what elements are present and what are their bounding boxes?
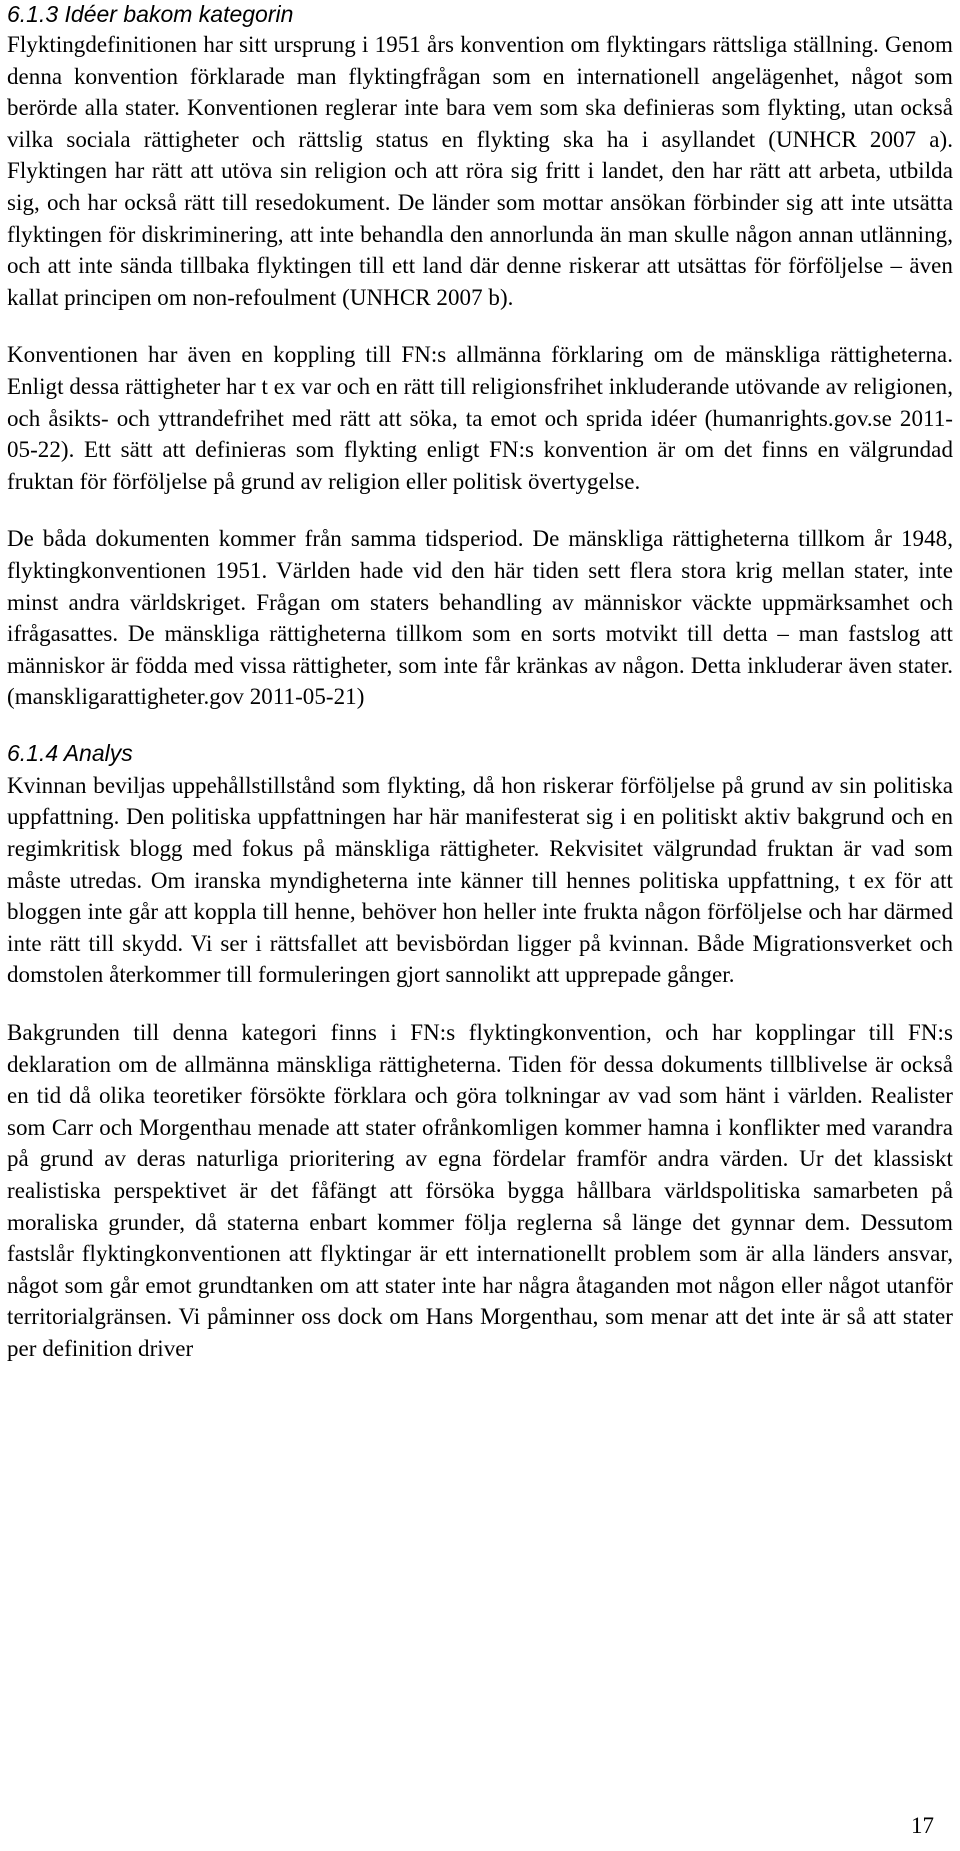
- document-page: [7, 0, 953, 1365]
- page-number: 17: [911, 1813, 934, 1838]
- section-heading-ideer: 6.1.3 Idéer bakom kategorin: [7, 1, 294, 27]
- paragraph-flyktingdefinitionen: Flyktingdefinitionen har sitt ursprung i 1951 års konvention om flyktingars rättsliga ställning. Genom denna konvention förklarade man flyktingfrågan som en internationell angelägenhet, något som berörde alla stater. Konventionen reglerar inte bara vem som ska definieras som flykting, utan också vilka sociala rättigheter och rättslig status en flykting ska ha i asyllandet (UNHCR 2007 a). Flyktingen har rätt att utöva sin religion och att röra sig fritt i landet, den har rätt att arbeta, utbilda sig, och har också rätt till resedokument. De länder som mottar ansökan förbinder sig att inte utsätta flyktingen för diskriminering, att inte behandla den annorlunda än man skulle någon annan utlänning, och att inte sända tillbaka flyktingen till ett land där denne riskerar att utsättas för förföljelse – även kallat principen om non-refoulment (UNHCR 2007 b).: [7, 32, 953, 310]
- paragraph-kvinnan: Kvinnan beviljas uppehållstillstånd som flykting, då hon riskerar förföljelse på grund av sin politiska uppfattning. Den politiska uppfattningen har här manifesterat sig i en politiskt aktiv bakgrund och en regimkritisk blogg med fokus på mänskliga rättigheter. Rekvisitet välgrundad fruktan är vad som måste utredas. Om iranska myndigheterna inte känner till hennes politiska uppfattning, t ex för att bloggen inte går att koppla till henne, behöver hon heller inte frukta någon förföljelse och har därmed inte rätt till skydd. Vi ser i rättsfallet att bevisbördan ligger på kvinnan. Både Migrationsverket och domstolen återkommer till formuleringen gjort sannolikt att upprepade gånger.: [7, 772, 953, 988]
- paragraph-konventionen: Konventionen har även en koppling till FN:s allmänna förklaring om de mänskliga rättigheterna. Enligt dessa rättigheter har t ex var och en rätt till religionsfrihet inkluderande utövande av religionen, och åsikts- och yttrandefrihet med rätt att söka, ta emot och sprida idéer (humanrights.gov.se 2011-05-22). Ett sätt att definieras som flykting enligt FN:s konvention är om det finns en välgrundad fruktan för förföljelse på grund av religion eller politisk övertygelse.: [7, 342, 953, 494]
- section-heading-analys: 6.1.4 Analys: [7, 739, 133, 766]
- paragraph-bakgrunden: Bakgrunden till denna kategori finns i FN:s flyktingkonvention, och har kopplingar till FN:s deklaration om de allmänna mänskliga rättigheterna. Tiden för dessa dokuments tillblivelse är också en tid då olika teoretiker försökte förklara och göra tolkningar av vad som hänt i världen. Realister som Carr och Morgenthau menade att stater ofrånkomligen kommer hamna i konflikter med varandra på grund av deras naturliga prioritering av egna fördelar framför andra värden. Ur det klassiskt realistiska perspektivet är det fåfängt att försöka bygga hållbara världspolitiska samarbeten på moraliska grunder, då staterna enbart kommer följa reglerna så länge det gynnar dem. Dessutom fastslår flyktingkonventionen att flyktingar är ett internationellt problem som är alla länders ansvar, något som går emot grundtanken om att stater inte har några åtaganden mot någon eller något utanför territorialgränsen. Vi påminner oss dock om Hans Morgenthau, som menar att det inte är så att stater per definition driver: [7, 1020, 953, 1361]
- paragraph-dokumenten: De båda dokumenten kommer från samma tidsperiod. De mänskliga rättigheterna tillkom år 1948, flyktingkonventionen 1951. Världen hade vid den här tiden sett flera stora krig mellan stater, inte minst andra världskriget. Frågan om staters behandling av människor väckte uppmärksamhet och ifrågasattes. De mänskliga rättigheterna tillkom som en sorts motvikt till detta – man fastslog att människor är födda med vissa rättigheter, som inte får kränkas av någon. Detta inkluderar även stater. (manskligarattigheter.gov 2011-05-21): [7, 526, 953, 710]
